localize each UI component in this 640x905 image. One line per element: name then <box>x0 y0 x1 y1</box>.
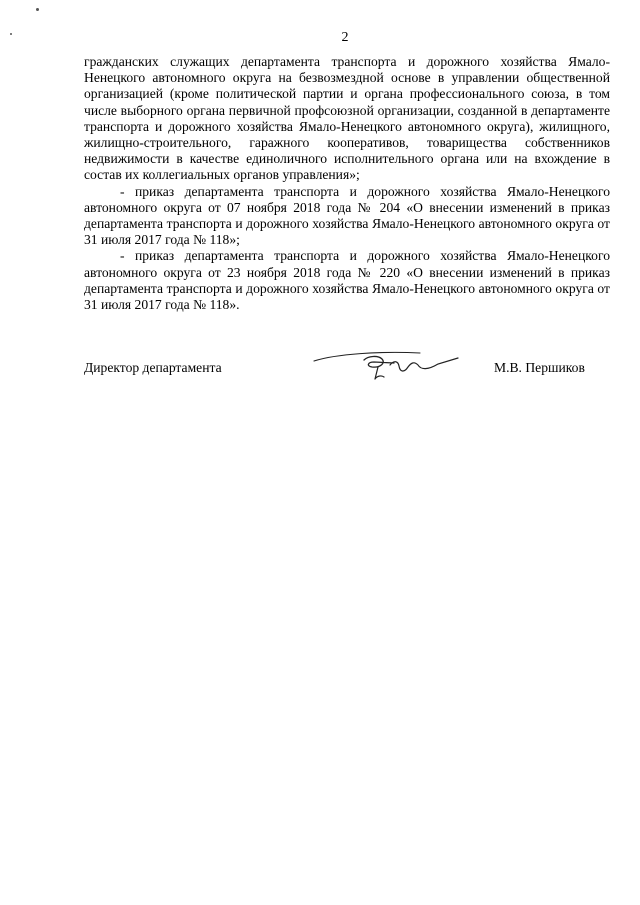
document-body <box>84 54 610 313</box>
signer-name: М.В. Першиков <box>494 360 585 375</box>
paragraph-order-220: - приказ департамента транспорта и дорожного хозяйства Ямало-Ненецкого автономного округа от 23 ноября 2018 года № 220 «О внесении изменений в приказ департамента транспорта и дорожного хозяйства Ямало-Ненецкого автономного округа от 31 июля 2017 года № 118». <box>84 248 610 313</box>
paragraph-continuation: гражданских служащих департамента транспорта и дорожного хозяйства Ямало-Ненецкого автономного округа на безвозмездной основе в управлении общественной организацией (кроме политической партии и органа профессионального союза, в том числе выборного органа первичной профсоюзной организации, созданной в департаменте транспорта и дорожного хозяйства Ямало-Ненецкого автономного округа), жилищного, жилищно-строительного, гаражного кооперативов, товарищества собственников недвижимости в качестве единоличного исполнительного органа или на вхождение в состав их коллегиальных органов управления»; <box>84 54 610 183</box>
paragraph-order-204: - приказ департамента транспорта и дорожного хозяйства Ямало-Ненецкого автономного округа от 07 ноября 2018 года № 204 «О внесении изменений в приказ департамента транспорта и дорожного хозяйства Ямало-Ненецкого автономного округа от 31 июля 2017 года № 118»; <box>84 183 610 248</box>
page-number: 2 <box>341 30 349 45</box>
signer-title: Директор департамента <box>84 360 222 375</box>
handwritten-signature-icon <box>308 348 464 384</box>
scan-speck <box>36 8 39 11</box>
signature-block <box>84 358 610 388</box>
